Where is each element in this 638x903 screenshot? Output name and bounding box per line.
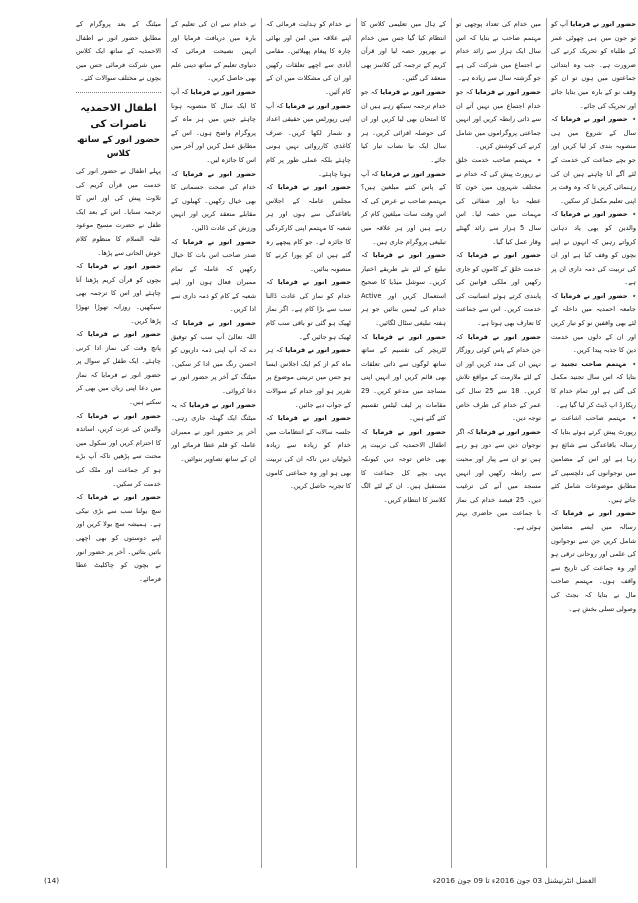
speaker-label: حضور انور نے فرمایا: [380, 87, 446, 96]
paragraph-text: کہ ہر ماہ کم از کم ایک اجلاس ایسا ہو جس میں تربیتی موضوع پر تقریر ہو اور خدام کے سوالات کے جواب دیے جائیں۔: [266, 346, 351, 409]
bullet: ٭: [632, 210, 636, 219]
paragraph-text: کہ تبلیغ کے لئے نئے طریقے اختیار کریں۔ سوشل میڈیا کا صحیح استعمال کریں اور Active خدام کی ٹیمیں بنائیں جو ہر ہفتہ تبلیغی سٹال لگائیں۔: [361, 251, 446, 328]
paragraph-text: کہ خدمت خلق کے کاموں کو جاری رکھیں اور ملکی قوانین کی پابندی کرتے ہوئے انسانیت کی خدمت کریں۔ اس سے جماعت کا تعارف بھی ہوتا ہے۔: [456, 251, 541, 328]
paragraph: [266, 344, 351, 412]
column-2: [456, 18, 541, 868]
paragraph-text: کہ آپ اپنی رپورٹس میں حقیقی اعداد و شمار لکھا کریں۔ صرف کاغذی کارروائی نہیں ہونی چاہئے بلکہ عملی طور پر کام ہونا چاہئے۔: [266, 101, 351, 178]
paragraph: [266, 276, 351, 344]
speaker-label: حضور انور نے فرمایا: [570, 20, 636, 28]
column-6: [76, 18, 161, 868]
speaker-label: حضور انور نے فرمایا: [560, 210, 628, 219]
paragraph-text: نے بتایا کہ اس سال تجنید مکمل کی گئی ہے اور تمام خدام کا ریکارڈ اپ ڈیٹ کر لیا گیا ہے۔: [551, 359, 636, 409]
paragraph-text: کہ آپ کے پاس کتنے مبلغین ہیں؟ مہتمم صاحب نے عرض کی کہ اس وقت سات مبلغین کام کر رہے ہیں اور ہر علاقہ میں تبلیغی پروگرام جاری ہیں۔: [361, 169, 446, 246]
column-3: [361, 18, 446, 868]
paragraph-text: کہ سال کے شروع میں ہی منصوبہ بندی کر لیا کریں اور جو بچے جماعت کی خدمت کے لئے آگے آنا چاہتے ہیں ان کی رہنمائی کریں تا کہ وہ وقت پر اپنی تعلیم مکمل کر سکیں۔: [551, 115, 636, 205]
column-frame: [44, 18, 636, 868]
paragraph-text: کہ جن خدام کے پاس کوئی روزگار نہیں ان کی مدد کریں اور ان کے لئے ملازمت کے مواقع تلاش کریں۔ 18 سے 25 سال کی عمر کے خدام کی طرف خاص توجہ دیں۔: [456, 332, 541, 423]
paragraph-text: میں خدام کی تعداد پوچھی تو مہتمم صاحب نے بتایا کہ اس سال ایک ہزار سے زائد خدام نے اجتماع میں شرکت کی ہے جو گزشتہ سال سے زیادہ ہے۔: [456, 20, 541, 83]
paragraph-text: کہ صدر صاحب اس بات کا خیال رکھیں کہ عاملہ کے تمام ممبران فعال ہوں اور اپنے شعبہ کے کام کو ذمہ داری سے ادا کریں۔: [171, 237, 256, 314]
paragraph-text: مہتمم صاحب اشاعت نے رپورٹ پیش کرتے ہوئے بتایا کہ رسالہ باقاعدگی سے شائع ہو رہا ہے اور اس کے مضامین میں نوجوانوں کی دلچسپی کے مطابق موضوعات شامل کئے جاتے ہیں۔: [551, 414, 636, 504]
section-subtitle: حضور انور کے ساتھ کلاس: [77, 134, 160, 159]
speaker-label: حضور انور نے فرمایا: [277, 414, 351, 423]
column-4: [266, 18, 351, 868]
paragraph-text: آپ کو تو جون میں ہی چھوٹی عمر کے طلباء کو تحریک کرنے کی ضرورت ہے۔ جب وہ ابتدائی جماعتوں میں ہوں تو ان کو وقف نو کے بارہ میں بتایا جائے اور تحریک کی جائے۔: [551, 20, 636, 110]
speaker-label: حضور انور نے فرمایا: [372, 427, 446, 436]
paragraph-text: کہ پانچ وقت کی نماز ادا کرنی چاہئے۔ ایک طفل کے سوال پر حضور انور نے فرمایا کہ نماز میں دعا اپنی زبان میں بھی کر سکتے ہیں۔: [76, 330, 161, 407]
paragraph-text: مہتمم صاحب خدمت خلق نے رپورٹ پیش کی کہ خدام نے مختلف شہروں میں خون کا عطیہ دیا اور صفائی کی مہمات میں حصہ لیا۔ اس سال 5 ہزار سے زائد گھنٹے وقار عمل کیا گیا۔: [456, 155, 541, 246]
paragraph: [551, 358, 636, 412]
speaker-label: حضور انور نے فرمایا: [277, 278, 351, 287]
speaker-label: حضور انور نے فرمایا: [190, 87, 256, 96]
paragraph-text: نے خدام کو ہدایت فرمائی کہ اپنے علاقہ میں امن اور بھائی چارہ کا پیغام پھیلائیں۔ مقامی آبادی سے اچھے تعلقات رکھیں اور ان کی مشکلات میں ان کے کام آئیں۔: [266, 20, 351, 96]
paragraph-text: کہ اگر نوجوان دین سے دور ہو رہے ہیں تو ان سے پیار اور محبت سے رابطہ رکھیں اور انہیں مسجد میں آنے کی ترغیب دیں۔ 25 فیصد خدام کی نماز با جماعت میں حاضری بہتر ہوئی ہے۔: [456, 427, 541, 531]
speaker-label: حضور انور نے فرمایا: [560, 291, 628, 300]
column-rule: [451, 18, 452, 868]
paragraph: [551, 412, 636, 507]
bullet: ٭: [632, 115, 636, 124]
speaker-label: حضور انور نے فرمایا: [475, 427, 541, 436]
paragraph: [76, 260, 161, 328]
speaker-label: حضور انور نے فرمایا: [562, 509, 636, 518]
paragraph: [456, 331, 541, 426]
paragraph-text: کہ اللہ تعالیٰ آپ سب کو توفیق دے کہ آپ اپنی ذمہ داریوں کو احسن رنگ میں ادا کر سکیں۔ میٹنگ کے آخر پر حضور انور نے دعا کروائی۔: [171, 319, 256, 396]
paragraph: [266, 181, 351, 276]
speaker-label: حضور انور نے فرمایا: [380, 169, 446, 178]
paragraph: [551, 290, 636, 358]
paragraph-text: کہ جامعہ احمدیہ میں داخلہ کے لئے بھی واقفین نو کو تیار کریں اور ان کے دلوں میں خدمت دین کا جذبہ پیدا کریں۔: [551, 291, 636, 355]
paragraph: [171, 236, 256, 318]
paragraph: [171, 168, 256, 236]
column-rule: [546, 18, 547, 868]
paragraph: [551, 208, 636, 290]
bullet: ٭: [632, 414, 636, 423]
section-heading: [76, 101, 161, 161]
paragraph-text: کہ والدین کی عزت کریں، اساتذہ کا احترام کریں اور سکول میں محنت سے پڑھیں تاکہ آپ بڑے ہو کر جماعت اور ملک کی خدمت کر سکیں۔: [76, 411, 161, 488]
paragraph: [456, 18, 541, 86]
speaker-label: حضور انور نے فرمایا: [87, 262, 161, 271]
speaker-label: حضور انور نے فرمایا: [182, 169, 256, 178]
speaker-label: حضور انور نے فرمایا: [182, 319, 256, 328]
paragraph-text: کہ خدام کو نماز کی عادت ڈالنا سب سے بڑا کام ہے۔ اگر نماز ٹھیک ہو گئی تو باقی سب کام ٹھیک ہو جائیں گے۔: [266, 278, 351, 341]
paragraph: [266, 100, 351, 182]
page-number: (14): [44, 876, 60, 885]
speaker-label: حضور انور نے فرمایا: [277, 183, 351, 192]
paragraph: [266, 18, 351, 100]
paragraph: [361, 18, 446, 86]
speaker-label: حضور انور نے فرمایا: [372, 251, 446, 260]
paragraph: [456, 86, 541, 154]
paragraph: [456, 249, 541, 331]
paragraph-text: کہ والدین کو بھی یاد دہانی کرواتے رہیں کہ انہوں نے اپنے بچوں کو وقف کیا ہے اور ان کی تربیت کی ذمہ داری ان پر ہے۔: [551, 210, 636, 287]
paragraph-text: کہ خدام کی صحت جسمانی کا بھی خیال رکھیں۔ کھیلوں کے مقابلے منعقد کریں اور انہیں ورزش کی عادت ڈالیں۔: [171, 169, 256, 232]
paragraph-text: پہلے اطفال نے حضور انور کی خدمت میں قرآن کریم کی تلاوت پیش کی اور اس کا ترجمہ سنایا۔ اس کے بعد ایک طفل نے حضرت مسیح موعود علیہ السلام کا منظوم کلام خوش الحانی سے پڑھا۔: [76, 166, 161, 257]
paragraph: [76, 165, 161, 260]
paragraph: [361, 426, 446, 508]
paragraph: [551, 507, 636, 616]
paragraph-text: کہ یہ میٹنگ ایک گھنٹہ جاری رہی۔ آخر پر حضور انور نے ممبران عاملہ کو قلم عطا فرمائے اور ان کے ساتھ تصاویر بنوائیں۔: [171, 400, 256, 463]
paragraph: [76, 491, 161, 586]
speaker-label: حضور انور نے فرمایا: [285, 101, 351, 110]
speaker-label: حضور انور نے فرمایا: [87, 411, 161, 420]
speaker-label: حضور انور نے فرمایا: [372, 332, 446, 341]
paragraph: [361, 168, 446, 250]
paragraph: [551, 113, 636, 208]
paragraph-text: میٹنگ کے بعد پروگرام کے مطابق حضور انور نے اطفال الاحمدیہ کے ساتھ ایک کلاس میں شرکت فرمائی جس میں بچوں نے مختلف سوالات کئے۔: [76, 20, 161, 83]
speaker-label: حضور انور نے فرمایا: [87, 493, 161, 502]
paragraph-text: کے ہال میں تعلیمی کلاس کا انتظام کیا گیا جس میں خدام نے بھرپور حصہ لیا اور قرآن کریم کے ترجمہ کی کلاسز بھی منعقد کی گئیں۔: [361, 20, 446, 83]
column-5: [171, 18, 256, 868]
paragraph: [266, 412, 351, 494]
column-1: [551, 18, 636, 868]
speaker-label: حضور انور نے فرمایا: [285, 346, 351, 355]
speaker-label: حضور انور نے فرمایا: [560, 115, 628, 124]
paragraph-text: کہ مجلس عاملہ کے اجلاس باقاعدگی سے ہوں اور ہر شعبہ کا مہتمم اپنی کارکردگی کا جائزہ لے۔ جو کام پیچھے رہ گئے ہیں ان کو پورا کرنے کا منصوبہ بنائیں۔: [266, 183, 351, 273]
paragraph: [456, 154, 541, 249]
paragraph-text: کہ آپ کا ایک سال کا منصوبہ ہونا چاہئے جس میں ہر ماہ کے پروگرام واضح ہوں۔ اس کے مطابق عمل کریں اور آخر میں اس کا جائزہ لیں۔: [171, 87, 256, 164]
paragraph: [551, 18, 636, 113]
paragraph-text: کہ بچوں کو قرآن کریم پڑھنا آنا چاہئے اور اس کا ترجمہ بھی سیکھیں۔ روزانہ تھوڑا تھوڑا پڑھا کریں۔: [76, 262, 161, 325]
paragraph: [76, 410, 161, 492]
paragraph: [171, 18, 256, 86]
speaker-label: حضور انور نے فرمایا: [475, 87, 541, 96]
section-title: اطفال الاحمدیہ ناصرات کی: [80, 102, 157, 130]
paragraph-text: نے خدام سے ان کی تعلیم کے بارہ میں دریافت فرمایا اور انہیں نصیحت فرمائی کہ دنیاوی تعلیم کے ساتھ دینی علم بھی حاصل کریں۔: [171, 20, 256, 83]
paragraph: [76, 18, 161, 86]
paragraph: [171, 317, 256, 399]
page-footer: [44, 874, 596, 888]
paragraph: [171, 86, 256, 168]
column-rule: [356, 18, 357, 868]
column-rule: [166, 18, 167, 868]
paragraph-text: کہ رسالہ میں ایسے مضامین شامل کریں جن سے نوجوانوں کی علمی اور روحانی ترقی ہو اور وہ جماعت کی تاریخ سے واقف ہوں۔ مہتمم صاحب مال نے بتایا کہ بجٹ کی وصولی تسلی بخش ہے۔: [551, 509, 636, 613]
column-rule: [261, 18, 262, 868]
paragraph-text: کہ جو خدام ترجمہ سیکھ رہے ہیں ان کا امتحان بھی لیا کریں اور ان کی حوصلہ افزائی کریں۔ ہر سال ایک نیا نصاب تیار کیا جائے۔: [361, 87, 446, 164]
paragraph-text: کہ جو خدام اجتماع میں نہیں آتے ان سے ذاتی رابطہ کریں اور انہیں جماعتی پروگراموں میں شامل کرنے کی کوشش کریں۔: [456, 87, 541, 151]
paragraph-text: کہ جلسہ سالانہ کے انتظامات میں خدام کو زیادہ سے زیادہ ڈیوٹیاں دیں تاکہ ان کی تربیت بھی ہو اور وہ جماعتی کاموں کا تجربہ حاصل کریں۔: [266, 414, 351, 491]
paragraph: [361, 331, 446, 426]
paragraph: [76, 328, 161, 410]
speaker-label: حضور انور نے فرمایا: [182, 237, 256, 246]
speaker-label: حضور انور نے فرمایا: [467, 251, 541, 260]
paragraph: [456, 426, 541, 535]
speaker-label: حضور انور نے فرمایا: [189, 400, 256, 409]
speaker-label: حضور انور نے فرمایا: [87, 330, 161, 339]
paragraph-text: کہ لٹریچر کی تقسیم کے ساتھ ساتھ لوگوں سے ذاتی تعلقات بھی قائم کریں اور انہیں اپنی مساجد میں مدعو کریں۔ 29 مقامات پر لیف لیٹس تقسیم کئے گئے ہیں۔: [361, 332, 446, 423]
speaker-label: حضور انور نے فرمایا: [467, 332, 541, 341]
section-divider: [76, 92, 161, 93]
speaker-label: مہتمم صاحب تجنید: [560, 359, 627, 368]
paragraph: [171, 399, 256, 467]
issue-line: الفضل انٹرنیشنل 03 جون 2016ء تا 09 جون 2016ء: [432, 876, 596, 885]
bullet: ٭: [632, 359, 636, 368]
paragraph-text: کہ اطفال الاحمدیہ کی تربیت پر بھی خاص توجہ دیں کیونکہ یہی بچے کل جماعت کا مستقبل ہیں۔ ان کے لئے الگ کلاسز کا انتظام کریں۔: [361, 427, 446, 504]
paragraph: [361, 249, 446, 331]
paragraph: [361, 86, 446, 168]
bullet: ٭: [632, 291, 636, 300]
bullet: ٭: [537, 155, 541, 164]
paragraph-text: کہ سچ بولنا سب سے بڑی نیکی ہے۔ ہمیشہ سچ بولا کریں اور اپنے دوستوں کو بھی اچھی باتیں بتائیں۔ آخر پر حضور انور نے بچوں کو چاکلیٹ عطا فرمائے۔: [76, 493, 161, 583]
